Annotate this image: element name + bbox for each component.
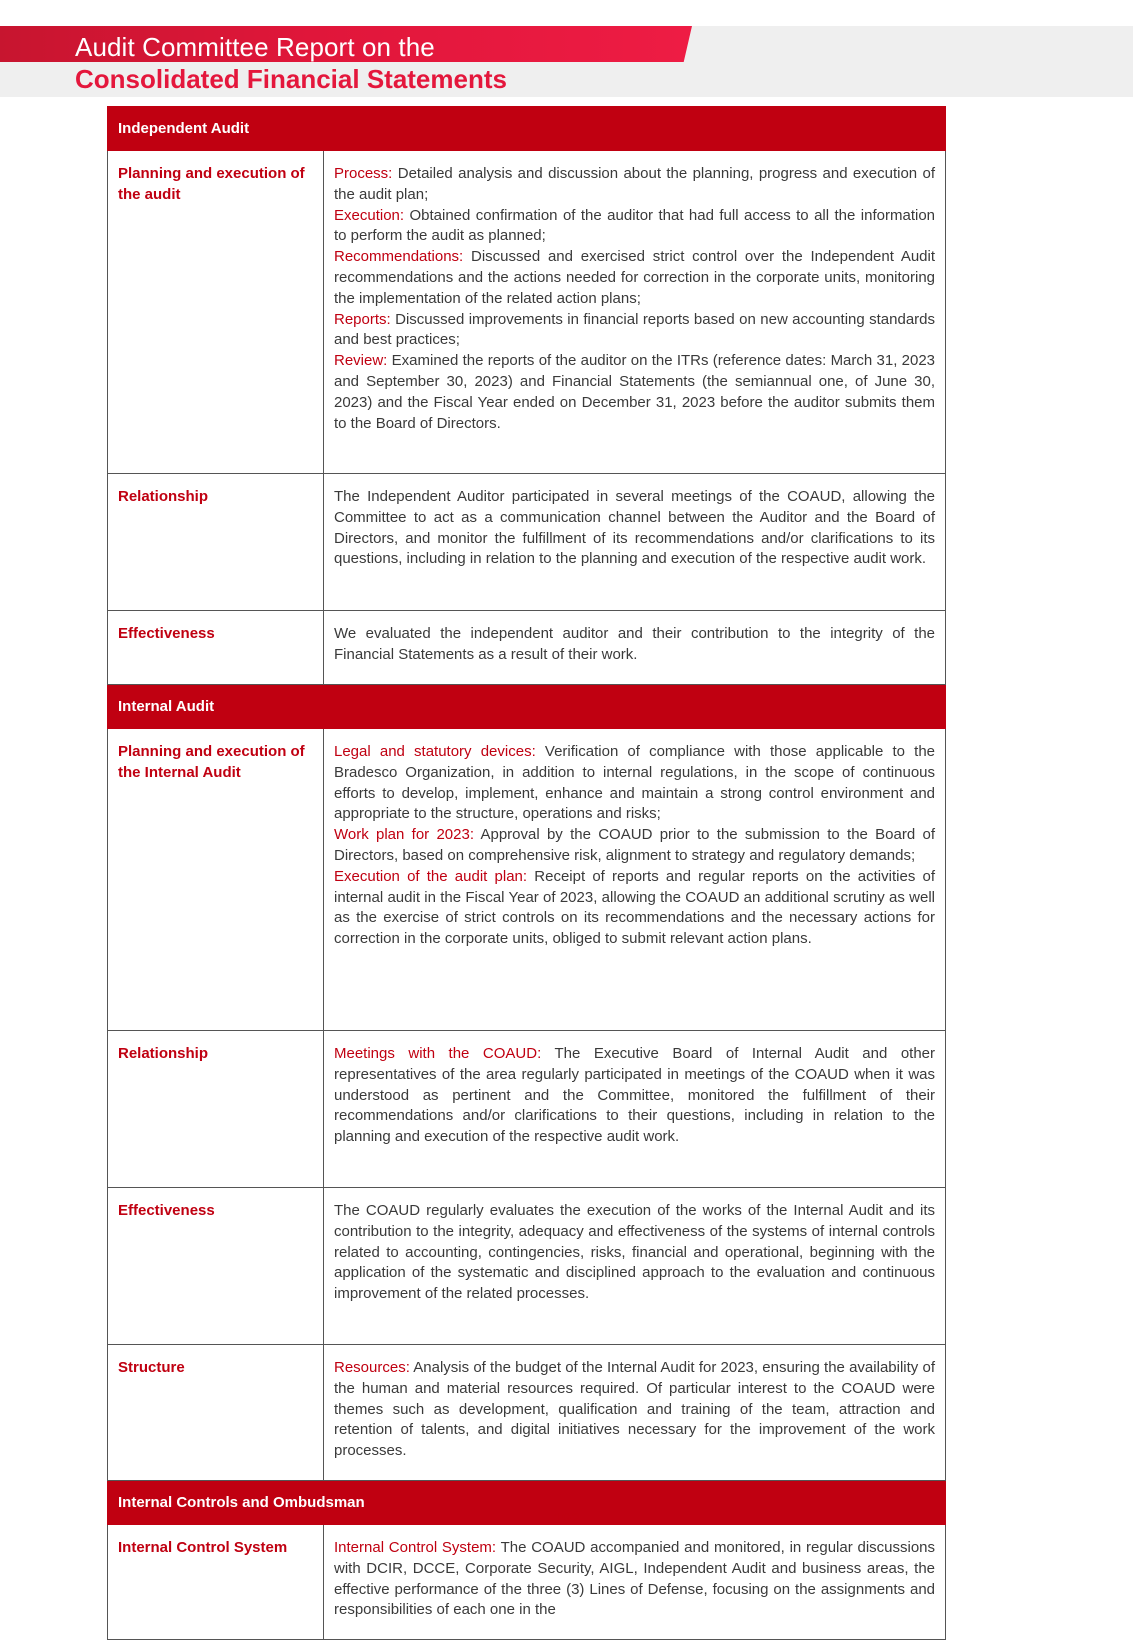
row-content (324, 729, 946, 1031)
row-content: The Independent Auditor participated in several meetings of the COAUD, allowing the Committee to act as a communication channel between the Auditor and the Board of Directors, and monitor the fulfillment of its recommendations and/or clarifications to its questions, including in relation to the planning and execution of the respective audit work. (324, 474, 946, 611)
item-text: Discussed and exercised strict control over the Independent Audit recommendations and the actions needed for correction in the corporate units, monitoring the implementation of the related action plans; (334, 248, 936, 307)
row-label: Planning and execution of the audit (108, 151, 324, 474)
item-text: Examined the reports of the auditor on the ITRs (reference dates: March 31, 2023 and September 30, 2023) and Financial Statements (the semiannual one, of June 30, 2023) and the Fiscal Year ended on December 31, 2023 before the auditor submits them to the Board of Directors. (334, 352, 936, 432)
section-header-independent-audit (108, 107, 946, 151)
row-label: Effectiveness (108, 1188, 324, 1345)
table-row (108, 1188, 946, 1345)
list-item (334, 867, 935, 950)
item-key: Reports: (334, 310, 391, 328)
item-key: Resources: (334, 1359, 410, 1376)
list-item (334, 310, 935, 352)
list-item (334, 164, 935, 206)
item-text: The Executive Board of Internal Audit and other representatives of the area regularly participated in meetings of the COAUD when it was understood as pertinent and the Committee, monitored the fulfillment of their recommendations and/or clarifications to their questions, including in relation to the planning and execution of the respective audit work. (334, 1045, 936, 1146)
list-item (334, 247, 935, 309)
table-row (108, 1345, 946, 1481)
item-text: The COAUD accompanied and monitored, in regular discussions with DCIR, DCCE, Corporate Security, AIGL, Independent Audit and business areas, the effective performance of the three (3) Lines of Defense, focusing on the assignments and responsibilities of each one in the (334, 1539, 936, 1619)
list-item (334, 742, 935, 825)
item-key: Internal Control System: (334, 1539, 497, 1556)
section-title: Independent Audit (108, 107, 946, 151)
page-number: 192 (553, 1511, 580, 1528)
item-key: Legal and statutory devices: (334, 743, 536, 760)
table-row (108, 151, 946, 474)
item-key: Meetings with the COAUD: (334, 1045, 542, 1062)
row-content: We evaluated the independent auditor and their contribution to the integrity of the Financial Statements as a result of their work. (324, 611, 946, 685)
table-row (108, 611, 946, 685)
row-label: Effectiveness (108, 611, 324, 685)
table-row (108, 729, 946, 1031)
item-text: Obtained confirmation of the auditor that had full access to all the information to perform the audit as planned; (334, 206, 936, 245)
row-label: Relationship (108, 1031, 324, 1188)
row-label: Structure (108, 1345, 324, 1481)
item-text: Approval by the COAUD prior to the submission to the Board of Directors, based on comprehensive risk, alignment to strategy and regulatory demands; (334, 826, 936, 864)
row-content (324, 1031, 946, 1188)
report-title-line1: Audit Committee Report on the (75, 32, 435, 62)
row-label: Internal Control System (108, 1525, 324, 1640)
row-label: Relationship (108, 474, 324, 611)
audit-report-table (107, 106, 946, 1640)
section-title: Internal Audit (108, 685, 946, 729)
row-content (324, 151, 946, 474)
table-row (108, 1031, 946, 1188)
item-text: Detailed analysis and discussion about the planning, progress and execution of the audit plan; (334, 165, 936, 203)
list-item (334, 206, 935, 248)
table-row (108, 1525, 946, 1640)
item-text: Analysis of the budget of the Internal Audit for 2023, ensuring the availability of the human and material resources required. Of particular interest to the COAUD were themes such as development, qualification and training of the team, attraction and retention of talents, and digital initiatives necessary for the improvement of the work processes. (334, 1359, 936, 1460)
item-text: Discussed improvements in financial reports based on new accounting standards and best practices; (334, 310, 936, 349)
report-title-line2: Consolidated Financial Statements (75, 64, 507, 94)
item-key: Review: (334, 352, 388, 370)
item-key: Work plan for 2023: (334, 826, 474, 844)
row-content (324, 1525, 946, 1640)
item-text: Verification of compliance with those applicable to the Bradesco Organization, in addition to internal regulations, in the scope of continuous efforts to develop, implement, enhance and maintain a strong control environment and appropriate to the structure, operations and risks; (334, 743, 936, 823)
item-key: Recommendations: (334, 248, 464, 266)
item-key: Execution: (334, 206, 405, 224)
section-header-internal-audit (108, 685, 946, 729)
section-title: Internal Controls and Ombudsman (108, 1481, 946, 1525)
list-item (334, 825, 935, 867)
list-item (334, 351, 935, 434)
item-key: Execution of the audit plan: (334, 867, 528, 885)
row-content (324, 1345, 946, 1481)
item-text: Receipt of reports and regular reports on the activities of internal audit in the Fiscal Year of 2023, allowing the COAUD an additional scrutiny as well as the exercise of strict controls on its recommendations and the necessary actions for correction in the corporate units, obliged to submit relevant action plans. (334, 867, 936, 948)
table-row (108, 474, 946, 611)
row-content: The COAUD regularly evaluates the execution of the works of the Internal Audit and its contribution to the integrity, adequacy and effectiveness of the systems of internal controls related to accounting, contingencies, risks, financial and operational, beginning with the application of the systematic and disciplined approach to the evaluation and continuous improvement of the related processes. (324, 1188, 946, 1345)
item-key: Process: (334, 165, 393, 182)
row-label: Planning and execution of the Internal Audit (108, 729, 324, 1031)
